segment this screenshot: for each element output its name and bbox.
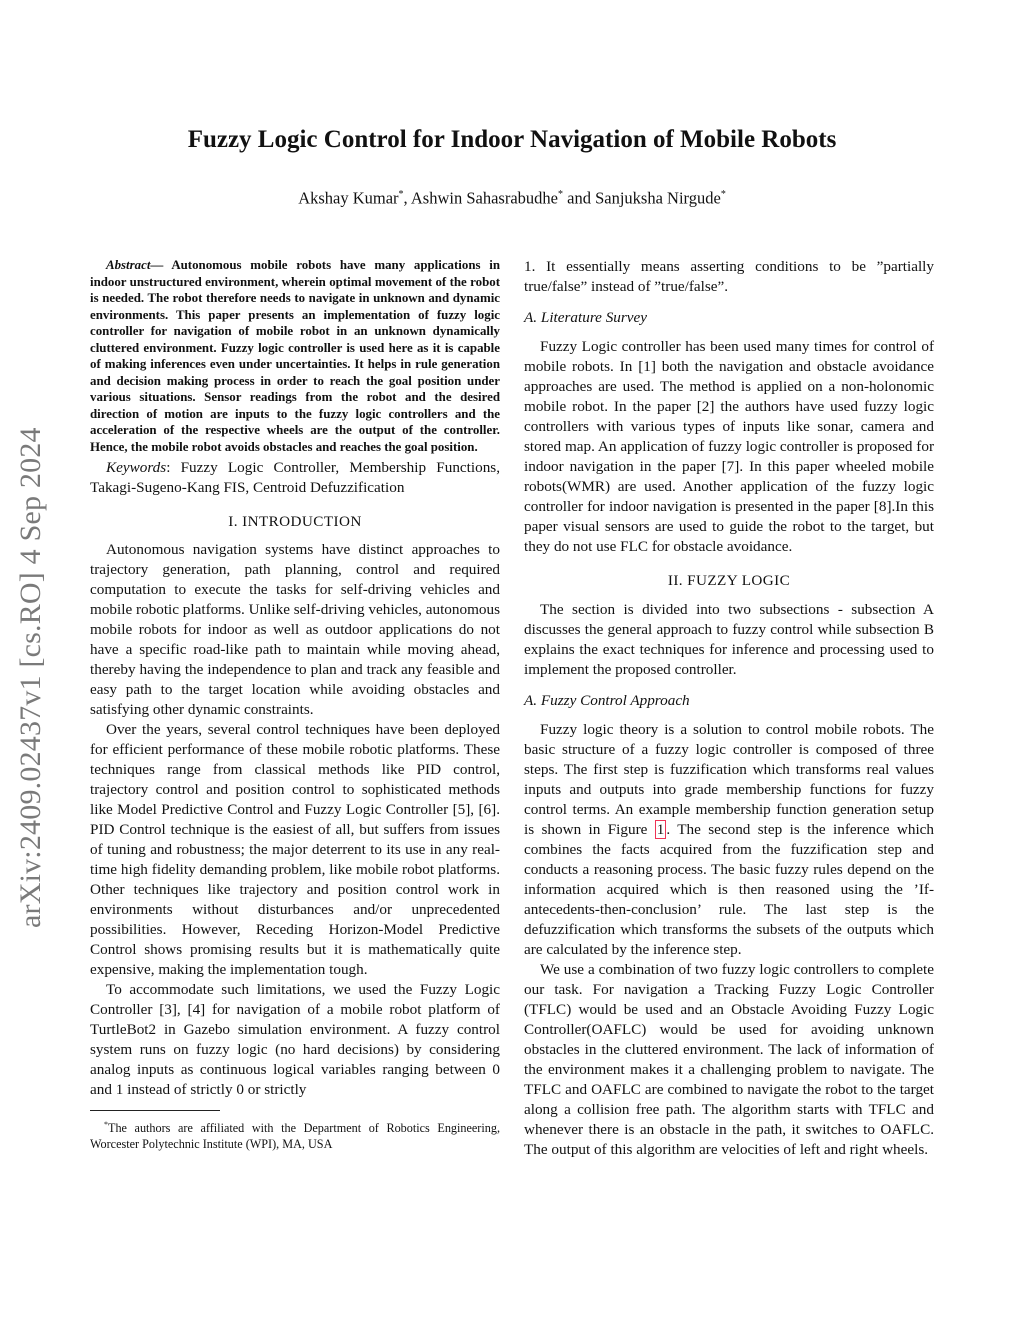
- subsection-heading-literature-survey: A. Literature Survey: [524, 309, 648, 326]
- author-mark: *: [720, 189, 726, 200]
- paragraph-continuation: 1. It essentially means asserting conditions to be ”partially true/false” instead of ”true/false”.: [524, 258, 934, 295]
- footnote-mark: *: [104, 1120, 108, 1129]
- right-column: [524, 257, 934, 1160]
- paragraph: Autonomous navigation systems have distinct approaches to trajectory generation, path planning, control and required computation to execute the tasks for self-driving vehicles and mobile robotic platforms. Unlike self-driving vehicles, autonomous mobile robots for indoor as well as outdoor applications do not have a specific road-like path to maintain while moving ahead, thereby having the independence to plan and track any feasible and easy path to the target location while avoiding obstacles and satisfying other dynamic constraints.: [90, 541, 500, 718]
- keywords-text: : Fuzzy Logic Controller, Membership Functions, Takagi-Sugeno-Kang FIS, Centroid Defuzzification: [90, 459, 500, 496]
- abstract: [90, 257, 500, 455]
- keywords: [90, 458, 500, 498]
- paragraph: [524, 720, 934, 960]
- subsection-heading-fuzzy-control-approach: A. Fuzzy Control Approach: [524, 692, 690, 709]
- paragraph: The section is divided into two subsections - subsection A discusses the general approach to fuzzy control while subsection B explains the exact techniques for inference and processing used to implement the proposed controller.: [524, 601, 934, 678]
- author-mark: *: [558, 189, 563, 200]
- author-list: [0, 184, 1024, 210]
- abstract-dash: —: [150, 258, 172, 272]
- figure-reference-link[interactable]: 1: [656, 821, 665, 838]
- section-heading-introduction: I. INTRODUCTION: [228, 513, 362, 530]
- author-name: Sanjuksha Nirgude: [595, 188, 721, 208]
- arxiv-stamp: arXiv:2409.02437v1 [cs.RO] 4 Sep 2024: [14, 427, 47, 928]
- footnote: [90, 1117, 500, 1152]
- abstract-label: Abstract: [106, 258, 151, 272]
- paragraph: We use a combination of two fuzzy logic controllers to complete our task. For navigation a Tracking Fuzzy Logic Controller (TFLC) would be used and an Obstacle Avoiding Fuzzy Logic Controller(OAFLC) would be used for avoiding unknown obstacles in the cluttered environment. The lack of information of the environment makes it a challenging problem to navigate. The TFLC and OAFLC are combined to navigate the robot to the target along a collision free path. The algorithm starts with TFLC and whenever there is an obstacle in the path, it switches to OAFLC. The output of this algorithm are velocities of left and right wheels.: [524, 961, 934, 1158]
- author-separator: ,: [403, 188, 411, 208]
- paragraph-text: . The second step is the inference which combines the facts acquired from the fuzzification step and conducts a reasoning process. The basic fuzzy rules depend on the information acquired which is then reasoned using the ’If-antecedents-then-conclusion’ rule. The last step is the defuzzification which transforms the subsets of the outputs which are calculated by the inference step.: [524, 821, 934, 958]
- footnote-text: The authors are affiliated with the Department of Robotics Engineering, Worcester Polytechnic Institute (WPI), MA, USA: [90, 1121, 500, 1151]
- author-name: Akshay Kumar: [298, 188, 399, 208]
- author-name: Ashwin Sahasrabudhe: [410, 188, 558, 208]
- paragraph: To accommodate such limitations, we used the Fuzzy Logic Controller [3], [4] for navigation of a mobile robot platform of TurtleBot2 in Gazebo simulation environment. A fuzzy control system runs on fuzzy logic (no hard decisions) by considering analog inputs as continuous logical variables ranging between 0 and 1 instead of strictly 0 or strictly: [90, 981, 500, 1098]
- author-separator: and: [563, 188, 596, 208]
- abstract-text: Autonomous mobile robots have many applications in indoor unstructured environment, wherein optimal movement of the robot is needed. The robot therefore needs to navigate in unknown and dynamic environments. This paper presents an implementation of fuzzy logic controller for navigation of mobile robot in an unknown dynamically cluttered environment. Fuzzy logic controller is used here as it is capable of making inferences even under uncertainties. It helps in rule generation and decision making process in order to reach the goal position under various situations. Sensor readings from the robot and the desired direction of motion are inputs to the fuzzy logic controllers and the acceleration of the respective wheels are the output of the controller. Hence, the mobile robot avoids obstacles and reaches the goal position.: [90, 258, 500, 454]
- left-column: [90, 257, 500, 1152]
- paragraph: Over the years, several control techniques have been deployed for efficient performance of these mobile robotic platforms. These techniques range from classical methods like PID control, trajectory control and position control to sophisticated methods like Model Predictive Control and Fuzzy Logic Controller [5], [6]. PID Control technique is the easiest of all, but suffers from issues of tuning and robustness; the major deterrent to its use in any real-time high fidelity demanding problem, like mobile robot platforms. Other techniques like trajectory and position control work in environments without disturbances and/or unprecedented possibilities. However, Receding Horizon-Model Predictive Control shows promising results but it is mathematically quite expensive, making the implementation tough.: [90, 721, 500, 978]
- paragraph-text: Fuzzy logic theory is a solution to control mobile robots. The basic structure of a fuzzy logic controller is composed of three steps. The first step is fuzzification which transforms real values inputs and outputs into grade membership functions for fuzzy control terms. An example membership function generation setup is shown in Figure: [524, 721, 934, 838]
- paper-title: Fuzzy Logic Control for Indoor Navigation of Mobile Robots: [187, 126, 837, 153]
- keywords-label: Keywords: [106, 459, 167, 476]
- section-heading-fuzzy-logic: II. FUZZY LOGIC: [667, 572, 791, 589]
- footnote-rule: [90, 1110, 220, 1111]
- paragraph: Fuzzy Logic controller has been used many times for control of mobile robots. In [1] both the navigation and obstacle avoidance approaches are used. The method is applied on a non-holonomic mobile robot. In the paper [2] the authors have used fuzzy logic controllers with various types of inputs like sonar, camera and stored map. An application of fuzzy logic controller is proposed for indoor navigation in the paper [7]. In this paper wheeled mobile robots(WMR) are used. Another application of the fuzzy logic controller for indoor navigation is presented in the paper [8].In this paper visual sensors are used to guide the robot to the target, but they do not use FLC for obstacle avoidance.: [524, 338, 934, 555]
- author-mark: *: [398, 189, 404, 200]
